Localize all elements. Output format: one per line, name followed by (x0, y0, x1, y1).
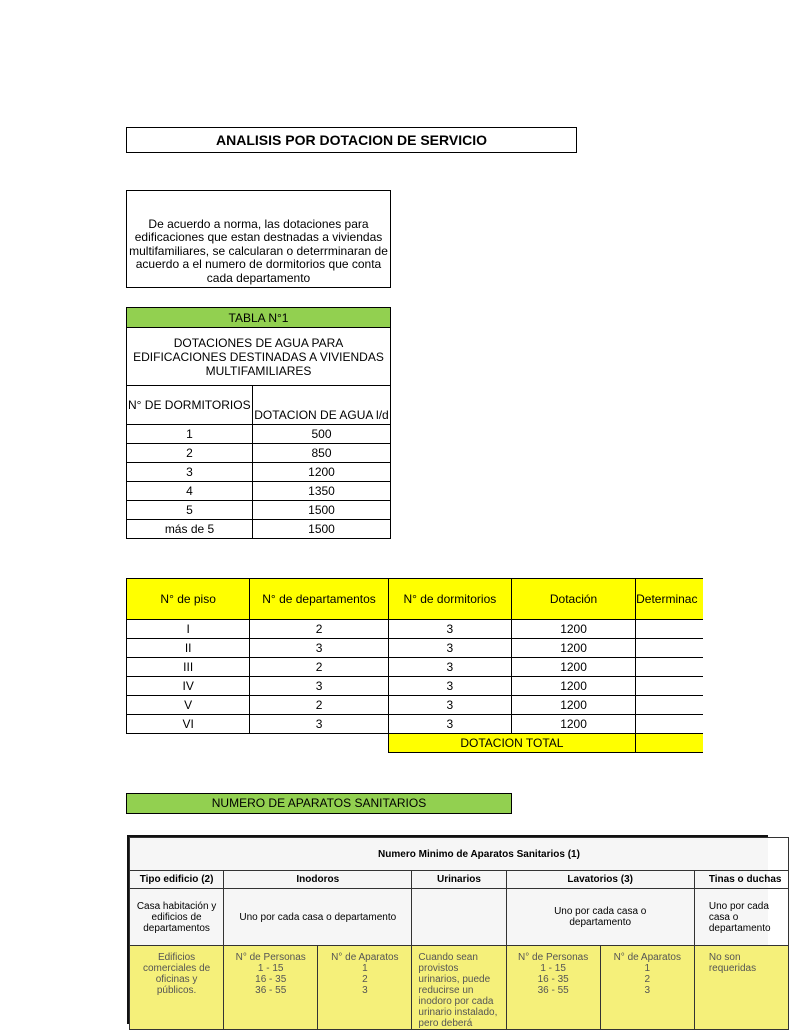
tabla1-cell: 5 (127, 501, 253, 520)
scan-value: 1 (362, 963, 368, 974)
page-title: ANALISIS POR DOTACION DE SERVICIO (126, 127, 577, 153)
scan-row1-tipo: Casa habitación y edificios de departamentos (130, 889, 224, 946)
total-value (636, 734, 703, 753)
cell-dotacion: 1200 (512, 715, 636, 734)
cell-departamentos: 3 (250, 715, 388, 734)
total-label: DOTACION TOTAL (388, 734, 635, 753)
scan-row2-tipo: Edificios comerciales de oficinas y públicos. (130, 946, 224, 1030)
scan-subheader-aparatos: N° de Aparatos (331, 952, 399, 963)
scan-header-urinarios: Urinarios (412, 871, 506, 889)
cell-dormitorios: 3 (388, 639, 511, 658)
cell-departamentos: 3 (250, 677, 388, 696)
aparatos-title: NUMERO DE APARATOS SANITARIOS (126, 793, 512, 814)
scan-row1-lavatorios: Uno por cada casa o departamento (506, 889, 694, 946)
tabla1-cell: 1500 (253, 501, 391, 520)
cell-dotacion: 1200 (512, 696, 636, 715)
cell-dormitorios: 3 (388, 677, 511, 696)
scan-value: 3 (644, 985, 651, 996)
cell-piso: VI (127, 715, 250, 734)
tabla1-cell: 1500 (253, 520, 391, 539)
tabla-dotaciones (126, 307, 391, 539)
tabla1-caption: DOTACIONES DE AGUA PARA EDIFICACIONES DESTINADAS A VIVIENDAS MULTIFAMILIARES (127, 328, 391, 386)
cell-dotacion: 1200 (512, 658, 636, 677)
scan-value: 36 - 55 (255, 985, 287, 996)
cell-dormitorios: 3 (388, 658, 511, 677)
cell-dotacion: 1200 (512, 620, 636, 639)
scanned-table-image (127, 835, 782, 1029)
scan-header-lavatorios: Lavatorios (3) (506, 871, 694, 889)
header-determinacion: Determinac (636, 579, 703, 620)
tabla1-cell: 1200 (253, 463, 391, 482)
cell-piso: III (127, 658, 250, 677)
scan-row1-tinas: Uno por cada casa o departamento (694, 889, 788, 946)
scan-subheader-aparatos: N° de Aparatos (613, 952, 681, 963)
scan-title: Numero Minimo de Aparatos Sanitarios (1) (130, 838, 789, 871)
scan-value: 16 - 35 (537, 974, 569, 985)
intro-paragraph (126, 190, 391, 288)
tabla1-cell: 850 (253, 444, 391, 463)
scan-value: 1 - 15 (257, 963, 284, 974)
cell-dormitorios: 3 (388, 696, 511, 715)
cell-dormitorios: 3 (388, 715, 511, 734)
scan-value: 16 - 35 (255, 974, 287, 985)
header-piso: N° de piso (127, 579, 250, 620)
scan-value: 1 (644, 963, 651, 974)
scan-header-tipo: Tipo edificio (2) (130, 871, 224, 889)
cell-dotacion: 1200 (512, 639, 636, 658)
cell-determinacion (636, 639, 703, 658)
scan-row2-lav-aparatos (600, 946, 694, 1030)
cell-piso: I (127, 620, 250, 639)
scan-value: 2 (644, 974, 651, 985)
cell-departamentos: 2 (250, 620, 388, 639)
intro-text: De acuerdo a norma, las dotaciones para edificaciones que estan destnadas a viviendas multifamiliares, se calcularan o deterrminaran de acuerdo a el numero de dormitorios que conta cada departamento (129, 216, 388, 285)
header-departamentos: N° de departamentos (250, 579, 388, 620)
tabla1-header-dotacion: DOTACION DE AGUA l/d (253, 386, 391, 425)
tabla-pisos (126, 578, 703, 753)
scan-row2-urinarios: Cuando sean provistos urinarios, puede reducirse un inodoro por cada urinario instalado, pero deberá (412, 946, 506, 1030)
cell-determinacion (636, 715, 703, 734)
scan-value: 36 - 55 (537, 985, 569, 996)
scan-subheader-personas: N° de Personas (518, 952, 589, 963)
tabla1-header-dormitorios: N° DE DORMITORIOS (127, 386, 253, 425)
scan-row2-tinas: No son requeridas (694, 946, 788, 1030)
tabla1-cell: 4 (127, 482, 253, 501)
cell-piso: V (127, 696, 250, 715)
scan-subheader-personas: N° de Personas (235, 952, 306, 963)
scan-value: 3 (362, 985, 368, 996)
cell-dotacion: 1200 (512, 677, 636, 696)
cell-determinacion (636, 677, 703, 696)
cell-piso: II (127, 639, 250, 658)
scan-header-tinas: Tinas o duchas (694, 871, 788, 889)
cell-determinacion (636, 696, 703, 715)
cell-dormitorios: 3 (388, 620, 511, 639)
header-dotacion: Dotación (512, 579, 636, 620)
tabla1-cell: 1 (127, 425, 253, 444)
cell-departamentos: 2 (250, 696, 388, 715)
tabla1-cell: 500 (253, 425, 391, 444)
cell-determinacion (636, 620, 703, 639)
scan-row2-inod-aparatos (318, 946, 412, 1030)
tabla1-cell: más de 5 (127, 520, 253, 539)
scan-row2-lav-personas (506, 946, 600, 1030)
cell-piso: IV (127, 677, 250, 696)
cell-determinacion (636, 658, 703, 677)
scan-value: 1 - 15 (540, 963, 566, 974)
scan-row2-inod-personas (224, 946, 318, 1030)
scan-value: 2 (362, 974, 368, 985)
scan-row1-inodoros: Uno por cada casa o departamento (224, 889, 412, 946)
header-dormitorios: N° de dormitorios (388, 579, 511, 620)
scan-row1-urinarios (412, 889, 506, 946)
tabla1-label: TABLA N°1 (127, 308, 391, 328)
cell-departamentos: 3 (250, 639, 388, 658)
tabla1-cell: 3 (127, 463, 253, 482)
tabla1-cell: 2 (127, 444, 253, 463)
cell-departamentos: 2 (250, 658, 388, 677)
tabla1-cell: 1350 (253, 482, 391, 501)
scan-header-inodoros: Inodoros (224, 871, 412, 889)
